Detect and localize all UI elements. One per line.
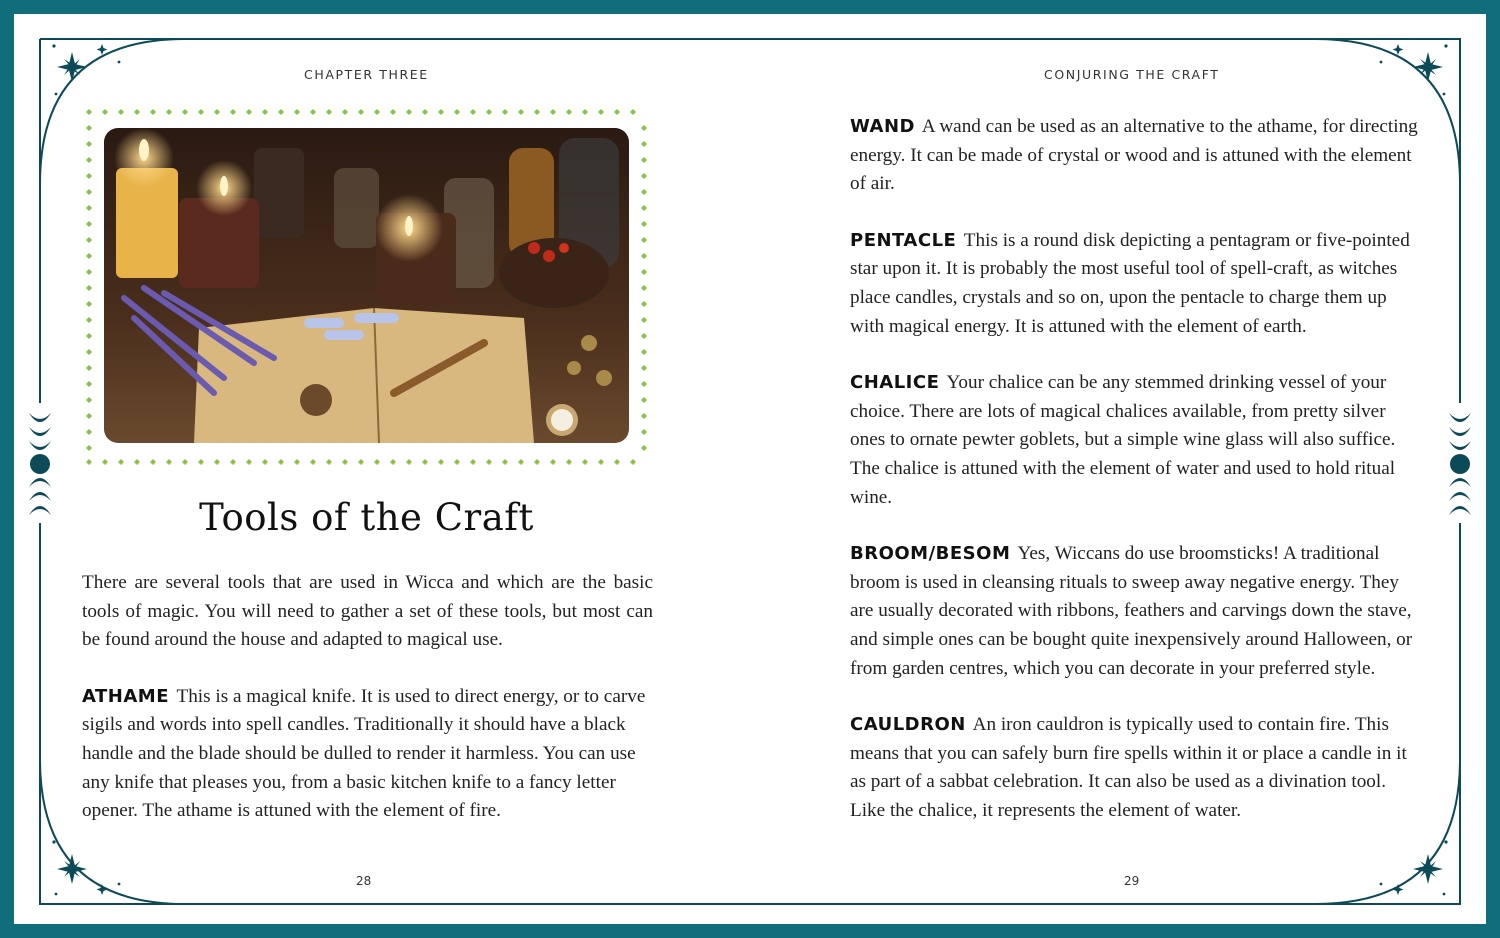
frame-dot xyxy=(582,459,588,465)
frame-dot xyxy=(326,109,332,115)
frame-dot xyxy=(502,459,508,465)
frame-dot xyxy=(214,459,220,465)
frame-dot xyxy=(342,109,348,115)
frame-dot xyxy=(166,459,172,465)
frame-dot xyxy=(454,459,460,465)
entry-pentacle xyxy=(850,227,1422,341)
frame-dot xyxy=(294,109,300,115)
frame-dot xyxy=(182,459,188,465)
entry-text: Yes, Wiccans do use broomsticks! A traditional broom is used in cleansing rituals to sweep away negative energy. They are usually decorated with ribbons, feathers and carvings down the stave, and simple ones can be bought quite inexpensively around Halloween, or from garden centres, which you can decorate in your preferred style. xyxy=(850,543,1413,679)
frame-dot xyxy=(230,459,236,465)
frame-dot xyxy=(118,459,124,465)
frame-dot xyxy=(86,189,92,195)
frame-dot xyxy=(102,109,108,115)
frame-dot xyxy=(310,459,316,465)
entry-term: CAULDRON xyxy=(850,714,966,736)
frame-dot xyxy=(502,109,508,115)
entry-wand xyxy=(850,113,1422,199)
frame-dot xyxy=(246,109,252,115)
frame-dot xyxy=(86,381,92,387)
frame-dot xyxy=(262,459,268,465)
frame-dot xyxy=(86,269,92,275)
page-title: Tools of the Craft xyxy=(199,496,534,539)
frame-dot xyxy=(550,109,556,115)
right-page-number: 29 xyxy=(1124,874,1140,888)
frame-dot xyxy=(278,109,284,115)
frame-dot xyxy=(86,253,92,259)
left-running-head: CHAPTER THREE xyxy=(304,67,429,82)
frame-dot xyxy=(310,109,316,115)
frame-dot xyxy=(641,221,647,227)
frame-dot xyxy=(641,413,647,419)
frame-dot xyxy=(86,349,92,355)
frame-dot xyxy=(614,109,620,115)
frame-dot xyxy=(641,301,647,307)
frame-dot xyxy=(534,109,540,115)
frame-dot xyxy=(390,459,396,465)
frame-dot xyxy=(641,269,647,275)
frame-dot xyxy=(486,459,492,465)
frame-dot xyxy=(86,397,92,403)
frame-dot xyxy=(598,459,604,465)
entry-athame xyxy=(82,683,653,826)
frame-dot xyxy=(86,221,92,227)
frame-dot xyxy=(134,109,140,115)
frame-dot xyxy=(641,157,647,163)
frame-dot xyxy=(86,429,92,435)
frame-dot xyxy=(422,459,428,465)
frame-dot xyxy=(86,205,92,211)
frame-dot xyxy=(630,459,636,465)
frame-dot xyxy=(86,445,92,451)
right-body xyxy=(850,113,1422,853)
frame-dot xyxy=(230,109,236,115)
frame-dot xyxy=(641,445,647,451)
frame-dot xyxy=(86,317,92,323)
frame-dot xyxy=(86,301,92,307)
frame-dot xyxy=(641,237,647,243)
frame-dot xyxy=(518,109,524,115)
frame-dot xyxy=(641,173,647,179)
moon-phase-icon xyxy=(26,403,54,523)
frame-dot xyxy=(86,173,92,179)
frame-dot xyxy=(374,109,380,115)
frame-dot xyxy=(406,459,412,465)
entry-broom xyxy=(850,540,1422,683)
frame-dot xyxy=(86,237,92,243)
frame-dot xyxy=(641,349,647,355)
frame-dot xyxy=(118,109,124,115)
entry-text: Your chalice can be any stemmed drinking vessel of your choice. There are lots of magical chalices available, from pretty silver ones to ornate pewter goblets, but a simple wine glass will also suffice. The chalice is attuned with the element of water and used to hold ritual wine. xyxy=(850,372,1396,508)
frame-dot xyxy=(150,109,156,115)
book-spread xyxy=(14,14,1486,924)
frame-dot xyxy=(582,109,588,115)
left-page-number: 28 xyxy=(356,874,372,888)
frame-dot xyxy=(86,125,92,131)
frame-dot xyxy=(470,109,476,115)
right-running-head: CONJURING THE CRAFT xyxy=(1044,67,1220,82)
frame-dot xyxy=(641,397,647,403)
frame-dot xyxy=(641,381,647,387)
frame-dot xyxy=(294,459,300,465)
frame-dot xyxy=(566,459,572,465)
entry-text: This is a magical knife. It is used to direct energy, or to carve sigils and words into spell candles. Traditionally it should have a black handle and the blade should be dulled to render it harmless. You can use any knife that pleases you, from a basic kitchen knife to a fancy letter opener. The athame is attuned with the element of fire. xyxy=(82,685,646,822)
frame-dot xyxy=(86,285,92,291)
frame-dot xyxy=(198,459,204,465)
star-icon xyxy=(57,52,87,82)
frame-dot xyxy=(566,109,572,115)
frame-dot xyxy=(86,365,92,371)
frame-dot xyxy=(406,109,412,115)
still-life-photo xyxy=(104,128,629,443)
frame-dot xyxy=(246,459,252,465)
entry-term: BROOM/BESOM xyxy=(850,543,1011,565)
entry-text: A wand can be used as an alternative to the athame, for directing energy. It can be made of crystal or wood and is attuned with the element of air. xyxy=(850,116,1418,195)
frame-dot xyxy=(214,109,220,115)
entry-chalice xyxy=(850,369,1422,512)
intro-paragraph: There are several tools that are used in Wicca and which are the basic tools of magic. You will need to gather a set of these tools, but most can be found around the house and adapted to magical use. xyxy=(82,572,653,651)
frame-dot xyxy=(358,109,364,115)
frame-dot xyxy=(374,459,380,465)
frame-dot xyxy=(534,459,540,465)
frame-dot xyxy=(198,109,204,115)
frame-dot xyxy=(470,459,476,465)
entry-cauldron xyxy=(850,711,1422,825)
moon-phase-icon xyxy=(1446,403,1474,523)
frame-dot xyxy=(438,109,444,115)
frame-dot xyxy=(422,109,428,115)
entry-term: CHALICE xyxy=(850,372,940,394)
frame-dot xyxy=(641,317,647,323)
star-icon xyxy=(1413,854,1443,884)
frame-dot xyxy=(641,333,647,339)
entry-text: An iron cauldron is typically used to contain fire. This means that you can safely burn fire spells within it or place a candle in it as part of a sabbat celebration. It can also be used as a divination tool. Like the chalice, it represents the element of water. xyxy=(850,714,1407,821)
frame-dot xyxy=(641,141,647,147)
left-body xyxy=(82,569,653,854)
frame-dot xyxy=(86,413,92,419)
star-icon xyxy=(57,854,87,884)
frame-dot xyxy=(550,459,556,465)
frame-dot xyxy=(342,459,348,465)
frame-dot xyxy=(150,459,156,465)
entry-term: WAND xyxy=(850,116,915,137)
frame-dot xyxy=(641,125,647,131)
frame-dot xyxy=(641,253,647,259)
frame-dot xyxy=(486,109,492,115)
frame-dot xyxy=(641,285,647,291)
frame-dot xyxy=(390,109,396,115)
frame-dot xyxy=(614,459,620,465)
frame-dot xyxy=(182,109,188,115)
frame-dot xyxy=(86,109,92,115)
frame-dot xyxy=(438,459,444,465)
frame-dot xyxy=(86,459,92,465)
frame-dot xyxy=(641,205,647,211)
frame-dot xyxy=(454,109,460,115)
frame-dot xyxy=(598,109,604,115)
frame-dot xyxy=(262,109,268,115)
frame-dot xyxy=(102,459,108,465)
frame-dot xyxy=(86,157,92,163)
entry-term: PENTACLE xyxy=(850,229,957,251)
frame-dot xyxy=(326,459,332,465)
frame-dot xyxy=(278,459,284,465)
frame-dot xyxy=(86,333,92,339)
star-icon xyxy=(1413,52,1443,82)
frame-dot xyxy=(630,109,636,115)
frame-dot xyxy=(641,365,647,371)
frame-dot xyxy=(641,189,647,195)
frame-dot xyxy=(86,141,92,147)
frame-dot xyxy=(641,429,647,435)
frame-dot xyxy=(358,459,364,465)
frame-dot xyxy=(518,459,524,465)
frame-dot xyxy=(134,459,140,465)
entry-text: This is a round disk depicting a pentagram or five-pointed star upon it. It is probably the most useful tool of spell-craft, as witches place candles, crystals and so on, upon the pentacle to charge them up with magical energy. It is attuned with the element of earth. xyxy=(850,229,1410,337)
frame-dot xyxy=(166,109,172,115)
entry-term: ATHAME xyxy=(82,685,170,707)
